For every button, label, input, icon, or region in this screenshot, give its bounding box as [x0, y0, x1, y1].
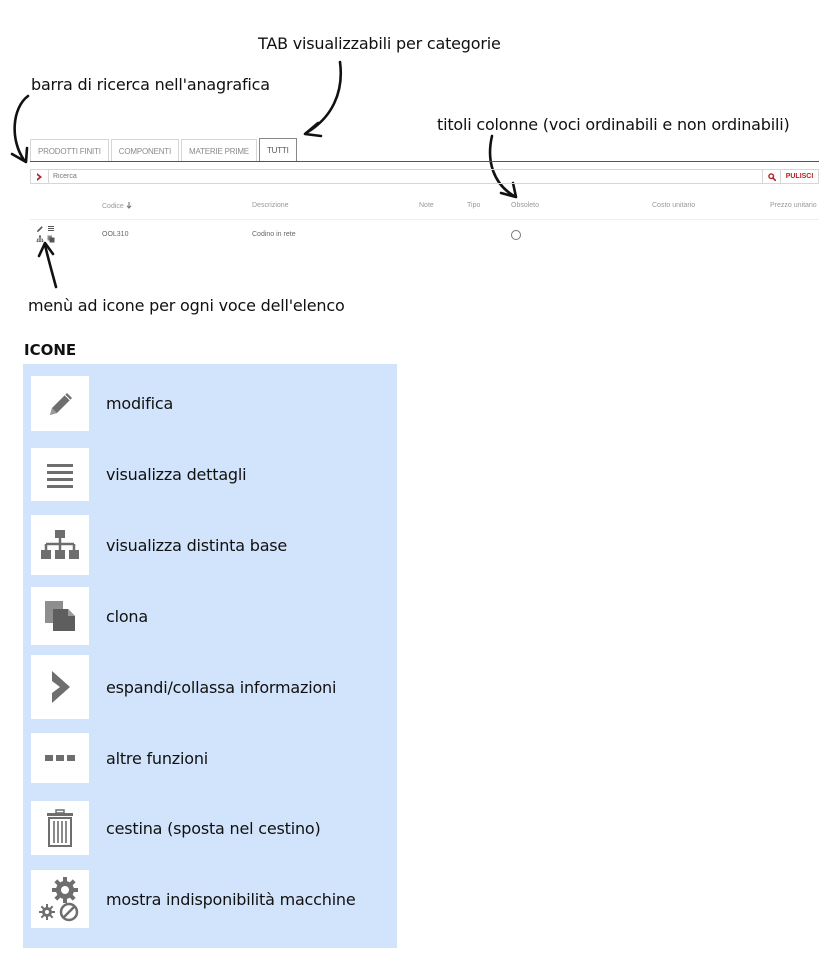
legend-label: clona: [106, 606, 148, 626]
legend-title: ICONE: [24, 341, 77, 359]
clear-button[interactable]: PULISCI: [780, 170, 818, 183]
table-row: [0, 225, 828, 249]
column-header-note: Note: [419, 202, 434, 209]
clone-icon[interactable]: [47, 235, 55, 243]
legend-label: mostra indisponibilità macchine: [106, 889, 356, 909]
search-bar: [30, 169, 819, 184]
arrow-down-icon: [126, 202, 132, 209]
expand-filters-button[interactable]: [31, 170, 49, 183]
legend-label: cestina (sposta nel cestino): [106, 818, 321, 838]
annotation-columns: titoli colonne (voci ordinabili e non ordinabili): [437, 115, 790, 134]
table-header: [0, 202, 828, 212]
tab-divider: [30, 161, 819, 162]
pencil-icon[interactable]: [36, 225, 44, 233]
row-icon-menu: [36, 225, 58, 245]
tab-prodotti-finiti[interactable]: PRODOTTI FINITI: [30, 139, 109, 162]
arrow-columns: [490, 136, 514, 196]
search-button[interactable]: [762, 170, 780, 183]
category-tabs: [30, 138, 299, 162]
annotation-row-menu: menù ad icone per ogni voce dell'elenco: [28, 296, 345, 315]
column-header-obsoleto[interactable]: Obsoleto: [511, 202, 540, 209]
column-header-costo-unitario[interactable]: Costo unitario: [652, 202, 696, 209]
hierarchy-icon: [40, 525, 80, 565]
legend-item: [31, 733, 397, 783]
clone-icon: [41, 597, 79, 635]
header-divider: [30, 219, 819, 220]
legend-label: modifica: [106, 394, 174, 413]
chevron-right-icon: [36, 173, 43, 181]
legend-label: altre funzioni: [106, 748, 209, 768]
legend-item: [31, 376, 397, 431]
gears-forbidden-icon: [37, 874, 83, 924]
search-input[interactable]: [49, 170, 762, 183]
hierarchy-icon[interactable]: [36, 235, 44, 243]
arrow-tabs: [306, 62, 341, 133]
cell-codice: OOL310: [102, 231, 129, 238]
column-header-codice[interactable]: Codice: [102, 202, 132, 210]
tab-tutti[interactable]: TUTTI: [259, 138, 297, 162]
lines-icon: [42, 457, 78, 493]
legend-item: [31, 448, 397, 501]
tab-componenti[interactable]: COMPONENTI: [111, 139, 179, 162]
dots-icon: [40, 748, 80, 768]
arrow-search: [15, 96, 28, 160]
icons-legend: [23, 364, 397, 948]
legend-item: [31, 587, 397, 645]
lines-icon[interactable]: [47, 225, 55, 233]
legend-item: [31, 655, 397, 719]
legend-item: [31, 515, 397, 575]
cell-descrizione: Codino in rete: [252, 231, 296, 238]
column-header-prezzo-unitario[interactable]: Prezzo unitario: [770, 202, 817, 209]
arrow-row-menu: [45, 245, 56, 287]
tab-materie-prime[interactable]: MATERIE PRIME: [181, 139, 257, 162]
legend-item: [31, 870, 397, 928]
cell-obsoleto-radio[interactable]: [511, 230, 521, 240]
pencil-icon: [42, 386, 78, 422]
legend-item: [31, 801, 397, 855]
magnifier-icon: [768, 173, 776, 181]
legend-label: visualizza dettagli: [106, 465, 247, 484]
annotation-tabs: TAB visualizzabili per categorie: [258, 34, 501, 53]
annotation-search: barra di ricerca nell'anagrafica: [31, 75, 270, 94]
legend-label: visualizza distinta base: [106, 535, 288, 555]
trash-icon: [44, 808, 76, 848]
legend-label: espandi/collassa informazioni: [106, 677, 337, 697]
column-header-tipo[interactable]: Tipo: [467, 202, 481, 209]
chevron-right-icon: [42, 667, 78, 707]
column-header-descrizione[interactable]: Descrizione: [252, 202, 289, 209]
